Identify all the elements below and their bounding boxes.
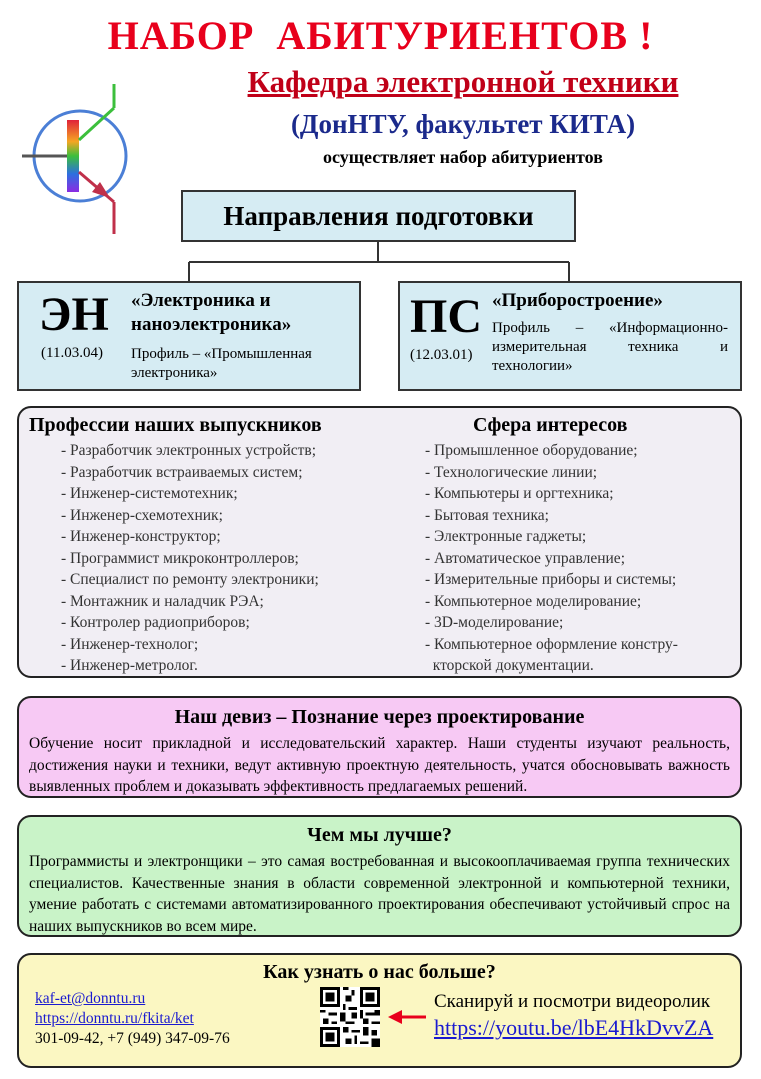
list-item: - Инженер-технолог; [61, 635, 199, 653]
admission-note: осуществляет набор абитуриентов [323, 147, 603, 167]
direction-name-line1: «Приборостроение» [492, 290, 663, 311]
list-item: - Инженер-метролог. [61, 657, 198, 674]
list-item: - Автоматическое управление; [425, 549, 625, 567]
motto-box [17, 696, 742, 798]
video-link[interactable]: https://youtu.be/lbE4HkDvvZA [434, 1015, 714, 1040]
advantages-text: Программисты и электронщики – это самая востребованная и высокооплачиваемая группа технических специалистов. Качественные знания в области современной электронной и компьютерной техники, умение работать с системами автоматизированного проектирования обеспечивают устойчивый спрос на наших выпускников во всем мире. [29, 853, 730, 935]
motto-text: Обучение носит прикладной и исследовательский характер. Наши студенты изучают реальность, достижения науки и техники, ведут активную проектную деятельность, учатся обосновывать важность выявленных проблем и доказывать эффективность предлагаемых решений. [29, 735, 730, 795]
direction-profile: Профиль – «Информационно-измерительная техника и технологии» [492, 320, 728, 374]
list-item: - Инженер-системотехник; [61, 485, 238, 502]
department-name: Кафедра электронной техники [247, 64, 679, 99]
professions-list [61, 440, 319, 677]
contacts-box [17, 953, 742, 1068]
direction-profile: Профиль – «Промышленная электроника» [131, 346, 312, 381]
direction-card-ps [398, 281, 742, 391]
contacts-heading: Как узнать о нас больше? [263, 961, 496, 983]
page-title: НАБОР АБИТУРИЕНТОВ ! [107, 13, 654, 58]
list-item: - Специалист по ремонту электроники; [61, 571, 319, 588]
list-item: - Монтажник и наладчик РЭА; [61, 592, 264, 610]
list-item: - Технологические линии; [425, 463, 598, 481]
list-item: - Программист микроконтроллеров; [61, 549, 299, 567]
list-item: - Компьютерное моделирование; [425, 592, 642, 610]
direction-code: ЭН [39, 288, 109, 341]
motto-heading: Наш девиз – Познание через проектирование [174, 706, 585, 728]
list-item: - Компьютеры и оргтехника; [425, 485, 614, 502]
list-item: - Компьютерное оформление констру- [425, 635, 678, 653]
direction-name-line2: наноэлектроника» [131, 314, 292, 335]
directions-heading: Направления подготовки [181, 190, 576, 242]
direction-name-line1: «Электроника и [131, 290, 271, 311]
list-item: - 3D-моделирование; [425, 614, 564, 631]
email-link[interactable]: kaf-et@donntu.ru [35, 990, 146, 1007]
professions-box [17, 406, 742, 678]
arrow-left-icon [386, 1007, 430, 1027]
interests-list [425, 440, 678, 677]
direction-code: ПС [410, 290, 482, 343]
list-item: - Измерительные приборы и системы; [425, 571, 677, 588]
list-item: - Бытовая техника; [425, 506, 549, 524]
direction-card-en [17, 281, 361, 391]
phone-numbers: 301-09-42, +7 (949) 347-09-76 [35, 1030, 230, 1047]
qr-code-icon[interactable] [320, 987, 380, 1047]
direction-number: (11.03.04) [41, 345, 103, 361]
list-item: кторской документации. [425, 657, 594, 674]
list-item: - Разработчик электронных устройств; [61, 442, 317, 459]
scan-instruction: Сканируй и посмотри видеоролик [434, 991, 711, 1012]
list-item: - Промышленное оборудование; [425, 442, 638, 459]
direction-number: (12.03.01) [410, 347, 473, 363]
list-item: - Инженер-схемотехник; [61, 506, 223, 524]
website-link[interactable]: https://donntu.ru/fkita/ket [35, 1010, 194, 1027]
list-item: - Инженер-конструктор; [61, 528, 221, 545]
list-item: - Контролер радиоприборов; [61, 614, 250, 631]
professions-heading: Профессии наших выпускников [29, 414, 322, 436]
advantages-box [17, 815, 742, 937]
interests-heading: Сфера интересов [473, 414, 628, 436]
list-item: - Электронные гаджеты; [425, 528, 587, 545]
university-name: (ДонНТУ, факультет КИТА) [290, 109, 636, 139]
advantages-heading: Чем мы лучше? [307, 824, 452, 846]
directions-connector [0, 0, 761, 300]
list-item: - Разработчик встраиваемых систем; [61, 463, 303, 481]
